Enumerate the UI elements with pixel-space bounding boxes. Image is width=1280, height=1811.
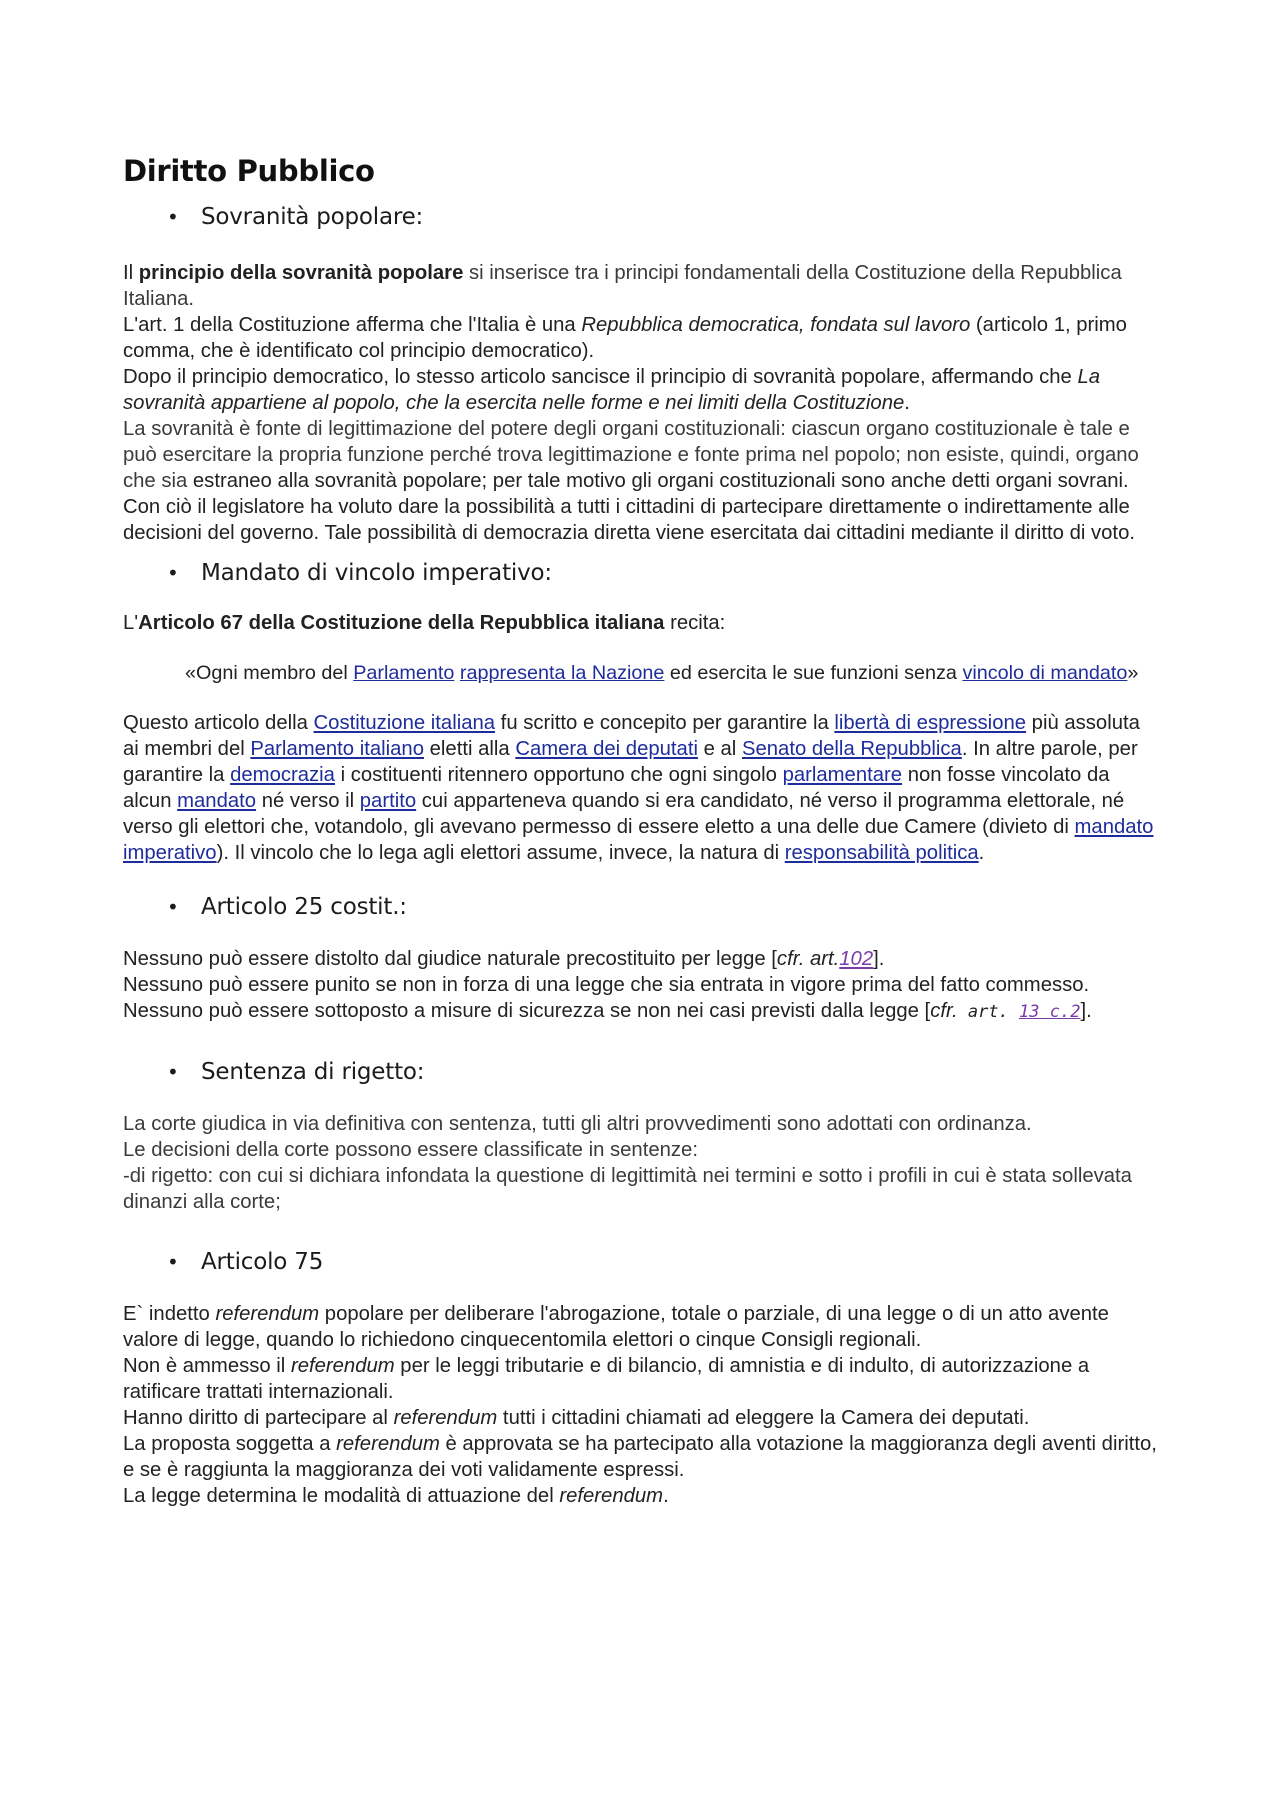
text: per le leggi tributarie e di bilancio, di amnistia e di indulto, di autorizzazione a ratificare trattati internazionali. [123, 1355, 1090, 1403]
text: tutti i cittadini chiamati ad eleggere la Camera dei deputati. [497, 1407, 1030, 1429]
link-liberta-espressione[interactable]: libertà di espressione [834, 712, 1027, 734]
paragraph [123, 1483, 1160, 1509]
text: Il [123, 262, 139, 284]
section-heading-text: Articolo 75 [201, 1249, 324, 1275]
bullet-icon: • [167, 205, 179, 229]
italic-text: referendum [290, 1355, 395, 1377]
bold-text: Articolo 67 della Costituzione della Repubblica italiana [138, 612, 665, 634]
text: . [663, 1485, 669, 1507]
text: cui apparteneva quando si era candidato, né verso il programma elettorale, né verso gli elettori che, votandolo, gli avevano permesso di essere eletto a una delle due Camere (divieto di [123, 790, 1125, 838]
paragraph [123, 1431, 1160, 1483]
paragraph: -di rigetto: con cui si dichiara infondata la questione di legittimità nei termini e sotto i profili in cui è stata sollevata dinanzi alla corte; [123, 1165, 1132, 1213]
text: Non è ammesso il [123, 1355, 291, 1377]
section-body-art25 [123, 946, 1160, 1025]
text: ]. [1080, 1000, 1092, 1022]
text: è approvata se ha partecipato alla votazione la maggioranza degli aventi diritto, e se è raggiunta la maggioranza dei voti validamente espressi. [123, 1433, 1157, 1481]
link-art-102[interactable]: 102 [839, 948, 874, 970]
text: non fosse vincolato da alcun [123, 764, 1110, 812]
italic-text: Repubblica democratica, fondata sul lavoro [581, 314, 971, 336]
text: ed esercita le sue funzioni senza [664, 662, 963, 684]
text: e al [697, 738, 742, 760]
italic-text: cfr. [930, 1000, 958, 1022]
text: Questo articolo della [123, 712, 314, 734]
text: La sovranità è fonte di legittimazione del potere degli organi costituzionali: ciascun organo costituzionale è tale e può esercitare la propria funzione perché trova legittimazione e fonte prima nel popolo; non esiste, quindi, organo che sia [123, 418, 1139, 492]
text: «Ogni membro del [185, 662, 354, 684]
paragraph [123, 260, 1160, 312]
section-heading-text: Sentenza di rigetto: [201, 1059, 425, 1085]
section-heading-text: Articolo 25 costit.: [201, 894, 407, 920]
bold-text: principio della sovranità popolare [138, 262, 464, 284]
paragraph [123, 1301, 1160, 1353]
text: né verso il [256, 790, 360, 812]
italic-text: referendum [559, 1485, 664, 1507]
page-title: Diritto Pubblico [123, 154, 375, 188]
italic-text: referendum [215, 1303, 320, 1325]
paragraph [123, 416, 1160, 546]
section-heading-art75 [123, 1245, 1160, 1279]
text: ]. [873, 948, 885, 970]
text: popolare per deliberare l'abrogazione, totale o parziale, di una legge o di un atto avente valore di legge, quando lo richiedono cinquecentomila elettori o cinque Consigli regionali. [123, 1303, 1109, 1351]
bullet-icon: • [167, 561, 179, 585]
link-parlamento[interactable]: Parlamento [353, 662, 455, 684]
text: art. [957, 1002, 1020, 1022]
text: . In altre parole, per garantire la [123, 738, 1138, 786]
text: Hanno diritto di partecipare al [123, 1407, 394, 1429]
link-mandato[interactable]: mandato [177, 790, 257, 812]
section-body-art75 [123, 1301, 1160, 1509]
link-responsabilita-politica[interactable]: responsabilità politica [784, 842, 979, 864]
text: L'art. 1 della Costituzione afferma che l'Italia è una [123, 314, 582, 336]
section-heading-art25 [123, 890, 1160, 924]
paragraph: Le decisioni della corte possono essere classificate in sentenze: [123, 1139, 698, 1161]
text: . [904, 392, 910, 414]
link-senato[interactable]: Senato della Repubblica [741, 738, 962, 760]
paragraph [123, 610, 1160, 636]
link-parlamento-italiano[interactable]: Parlamento italiano [250, 738, 424, 760]
paragraph [123, 710, 1160, 866]
paragraph [123, 1353, 1160, 1405]
link-partito[interactable]: partito [359, 790, 417, 812]
section-heading-sovranita [123, 200, 1160, 234]
section-heading-text: Sovranità popolare: [201, 204, 424, 230]
link-mandato-imperativo[interactable]: mandato imperativo [123, 816, 1154, 864]
link-vincolo-mandato[interactable]: vincolo di mandato [962, 662, 1128, 684]
italic-text: cfr. art. [776, 948, 840, 970]
section-heading-mandato [123, 556, 1160, 590]
text: . [978, 842, 985, 864]
text: » [1127, 662, 1139, 684]
text: La proposta soggetta a [123, 1433, 337, 1455]
text: La legge determina le modalità di attuazione del [123, 1485, 560, 1507]
link-art-13-c2[interactable]: 13 c.2 [1019, 1002, 1081, 1022]
paragraph [123, 998, 1160, 1025]
italic-text: La sovranità appartiene al popolo, che la esercita nelle forme e nei limiti della Costituzione [123, 366, 1101, 414]
link-parlamentare[interactable]: parlamentare [782, 764, 903, 786]
text: estraneo alla sovranità popolare; per tale motivo gli organi costituzionali sono anche detti organi sovrani. Con ciò il legislatore ha voluto dare la possibilità a tutti i cittadini di partecipare direttamente o indirettamente alle decisioni del governo. Tale possibilità di democrazia diretta viene esercitata dai cittadini mediante il diritto di voto. [123, 470, 1135, 544]
paragraph-art67-commento [123, 710, 1160, 866]
paragraph [123, 946, 1160, 972]
link-camera-deputati[interactable]: Camera dei deputati [515, 738, 698, 760]
section-body-mandato [123, 610, 1160, 636]
text: E` indetto [123, 1303, 216, 1325]
text: eletti alla [424, 738, 516, 760]
section-body-rigetto [123, 1111, 1160, 1215]
paragraph [123, 312, 1160, 364]
link-democrazia[interactable]: democrazia [230, 764, 335, 786]
paragraph [123, 364, 1160, 416]
text: Dopo il principio democratico, lo stesso articolo sancisce il principio di sovranità popolare, affermando che [123, 366, 1078, 388]
link-costituzione-italiana[interactable]: Costituzione italiana [313, 712, 496, 734]
blockquote-art67 [185, 660, 1145, 686]
section-heading-text: Mandato di vincolo imperativo: [201, 560, 552, 586]
paragraph [123, 972, 1160, 998]
text: ). Il vincolo che lo lega agli elettori assume, invece, la natura di [216, 842, 785, 864]
italic-text: referendum [336, 1433, 440, 1455]
text: i costituenti ritennero opportuno che ogni singolo [334, 764, 783, 786]
text: fu scritto e concepito per garantire la [495, 712, 835, 734]
text: Nessuno può essere distolto dal giudice naturale precostituito per legge [ [123, 948, 777, 970]
bullet-icon: • [167, 1250, 179, 1274]
section-body-sovranita [123, 260, 1160, 546]
italic-text: referendum [393, 1407, 498, 1429]
bullet-icon: • [167, 1060, 179, 1084]
text: recita: [664, 612, 726, 634]
section-heading-rigetto [123, 1055, 1160, 1089]
text: si inserisce tra i principi fondamentali della Costituzione della Repubblica Italiana. [123, 262, 1122, 310]
text: più assoluta ai membri del [123, 712, 1140, 760]
text: L' [123, 612, 139, 634]
link-rappresenta-nazione[interactable]: rappresenta la Nazione [459, 662, 665, 684]
text: (articolo 1, primo comma, che è identificato col principio democratico). [123, 314, 1127, 362]
paragraph: La corte giudica in via definitiva con sentenza, tutti gli altri provvedimenti sono adottati con ordinanza. [123, 1113, 1032, 1135]
text: Nessuno può essere punito se non in forza di una legge che sia entrata in vigore prima del fatto commesso. [123, 974, 1090, 996]
bullet-icon: • [167, 895, 179, 919]
text: Nessuno può essere sottoposto a misure di sicurezza se non nei casi previsti dalla legge [ [123, 1000, 931, 1022]
paragraph [123, 1405, 1160, 1431]
